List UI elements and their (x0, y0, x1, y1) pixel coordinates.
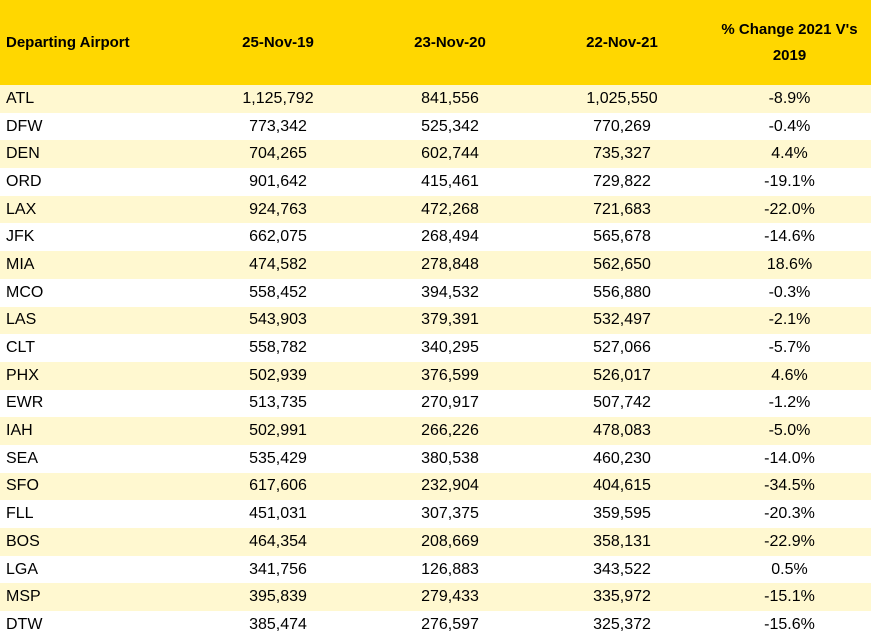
cell-2021: 729,822 (536, 168, 708, 196)
cell-percent-change: -19.1% (708, 168, 871, 196)
cell-2020: 208,669 (364, 528, 536, 556)
cell-airport: FLL (0, 500, 192, 528)
cell-percent-change: 18.6% (708, 251, 871, 279)
header-date-2020: 23-Nov-20 (364, 0, 536, 85)
table-row (0, 583, 871, 611)
cell-airport: PHX (0, 362, 192, 390)
cell-2019: 395,839 (192, 583, 364, 611)
cell-percent-change: -8.9% (708, 85, 871, 113)
cell-percent-change: -5.0% (708, 417, 871, 445)
table-row (0, 500, 871, 528)
cell-2020: 340,295 (364, 334, 536, 362)
cell-airport: DFW (0, 113, 192, 141)
cell-percent-change: -0.3% (708, 279, 871, 307)
cell-airport: CLT (0, 334, 192, 362)
table-row (0, 279, 871, 307)
cell-2020: 525,342 (364, 113, 536, 141)
cell-2019: 558,452 (192, 279, 364, 307)
cell-percent-change: -14.0% (708, 445, 871, 473)
cell-airport: LGA (0, 556, 192, 584)
cell-airport: BOS (0, 528, 192, 556)
table-row (0, 473, 871, 501)
cell-2021: 735,327 (536, 140, 708, 168)
table-row (0, 362, 871, 390)
cell-percent-change: -2.1% (708, 307, 871, 335)
cell-2020: 380,538 (364, 445, 536, 473)
cell-2021: 478,083 (536, 417, 708, 445)
cell-percent-change: -0.4% (708, 113, 871, 141)
cell-2021: 721,683 (536, 196, 708, 224)
cell-2021: 527,066 (536, 334, 708, 362)
cell-percent-change: -22.0% (708, 196, 871, 224)
cell-2020: 270,917 (364, 390, 536, 418)
cell-2019: 773,342 (192, 113, 364, 141)
cell-2020: 415,461 (364, 168, 536, 196)
cell-airport: MIA (0, 251, 192, 279)
table-row (0, 390, 871, 418)
cell-2021: 358,131 (536, 528, 708, 556)
cell-2019: 513,735 (192, 390, 364, 418)
cell-airport: MCO (0, 279, 192, 307)
cell-2019: 1,125,792 (192, 85, 364, 113)
cell-2021: 526,017 (536, 362, 708, 390)
cell-2020: 379,391 (364, 307, 536, 335)
cell-2021: 460,230 (536, 445, 708, 473)
cell-percent-change: -15.1% (708, 583, 871, 611)
table-row (0, 307, 871, 335)
cell-2019: 451,031 (192, 500, 364, 528)
cell-2019: 662,075 (192, 223, 364, 251)
table-row (0, 140, 871, 168)
cell-2021: 507,742 (536, 390, 708, 418)
cell-2019: 464,354 (192, 528, 364, 556)
cell-2019: 901,642 (192, 168, 364, 196)
cell-2021: 325,372 (536, 611, 708, 639)
table-row (0, 223, 871, 251)
cell-airport: ATL (0, 85, 192, 113)
cell-percent-change: -22.9% (708, 528, 871, 556)
cell-2020: 472,268 (364, 196, 536, 224)
cell-percent-change: 4.6% (708, 362, 871, 390)
table-row (0, 334, 871, 362)
cell-2019: 502,939 (192, 362, 364, 390)
cell-percent-change: -20.3% (708, 500, 871, 528)
cell-2020: 394,532 (364, 279, 536, 307)
cell-airport: ORD (0, 168, 192, 196)
table-row (0, 417, 871, 445)
cell-2019: 704,265 (192, 140, 364, 168)
cell-airport: IAH (0, 417, 192, 445)
cell-2021: 556,880 (536, 279, 708, 307)
cell-percent-change: 0.5% (708, 556, 871, 584)
cell-airport: SEA (0, 445, 192, 473)
table-row (0, 611, 871, 639)
header-departing-airport: Departing Airport (0, 0, 192, 85)
cell-airport: LAX (0, 196, 192, 224)
cell-2019: 474,582 (192, 251, 364, 279)
cell-2021: 562,650 (536, 251, 708, 279)
cell-2019: 558,782 (192, 334, 364, 362)
table-row (0, 556, 871, 584)
cell-2021: 1,025,550 (536, 85, 708, 113)
cell-2019: 535,429 (192, 445, 364, 473)
cell-2019: 502,991 (192, 417, 364, 445)
header-row (0, 0, 871, 85)
cell-2021: 404,615 (536, 473, 708, 501)
cell-2019: 385,474 (192, 611, 364, 639)
cell-2021: 335,972 (536, 583, 708, 611)
cell-2020: 841,556 (364, 85, 536, 113)
cell-2019: 341,756 (192, 556, 364, 584)
table-row (0, 113, 871, 141)
cell-2021: 770,269 (536, 113, 708, 141)
header-percent-change: % Change 2021 V's 2019 (708, 0, 871, 85)
cell-percent-change: -34.5% (708, 473, 871, 501)
cell-percent-change: -1.2% (708, 390, 871, 418)
cell-percent-change: 4.4% (708, 140, 871, 168)
cell-2020: 276,597 (364, 611, 536, 639)
table-row (0, 251, 871, 279)
table-body (0, 85, 871, 639)
cell-2021: 359,595 (536, 500, 708, 528)
cell-2019: 924,763 (192, 196, 364, 224)
cell-2020: 266,226 (364, 417, 536, 445)
cell-airport: DEN (0, 140, 192, 168)
cell-2020: 232,904 (364, 473, 536, 501)
cell-2019: 543,903 (192, 307, 364, 335)
cell-2019: 617,606 (192, 473, 364, 501)
table-row (0, 445, 871, 473)
cell-2020: 376,599 (364, 362, 536, 390)
header-date-2021: 22-Nov-21 (536, 0, 708, 85)
cell-2021: 532,497 (536, 307, 708, 335)
cell-2020: 279,433 (364, 583, 536, 611)
cell-airport: DTW (0, 611, 192, 639)
cell-2020: 602,744 (364, 140, 536, 168)
cell-airport: MSP (0, 583, 192, 611)
cell-percent-change: -14.6% (708, 223, 871, 251)
cell-2020: 126,883 (364, 556, 536, 584)
cell-2021: 343,522 (536, 556, 708, 584)
table-row (0, 196, 871, 224)
cell-2020: 307,375 (364, 500, 536, 528)
cell-percent-change: -15.6% (708, 611, 871, 639)
cell-percent-change: -5.7% (708, 334, 871, 362)
cell-airport: LAS (0, 307, 192, 335)
cell-2021: 565,678 (536, 223, 708, 251)
cell-2020: 268,494 (364, 223, 536, 251)
header-date-2019: 25-Nov-19 (192, 0, 364, 85)
table-row (0, 168, 871, 196)
cell-airport: SFO (0, 473, 192, 501)
table-row (0, 528, 871, 556)
cell-airport: EWR (0, 390, 192, 418)
table-row (0, 85, 871, 113)
cell-airport: JFK (0, 223, 192, 251)
cell-2020: 278,848 (364, 251, 536, 279)
